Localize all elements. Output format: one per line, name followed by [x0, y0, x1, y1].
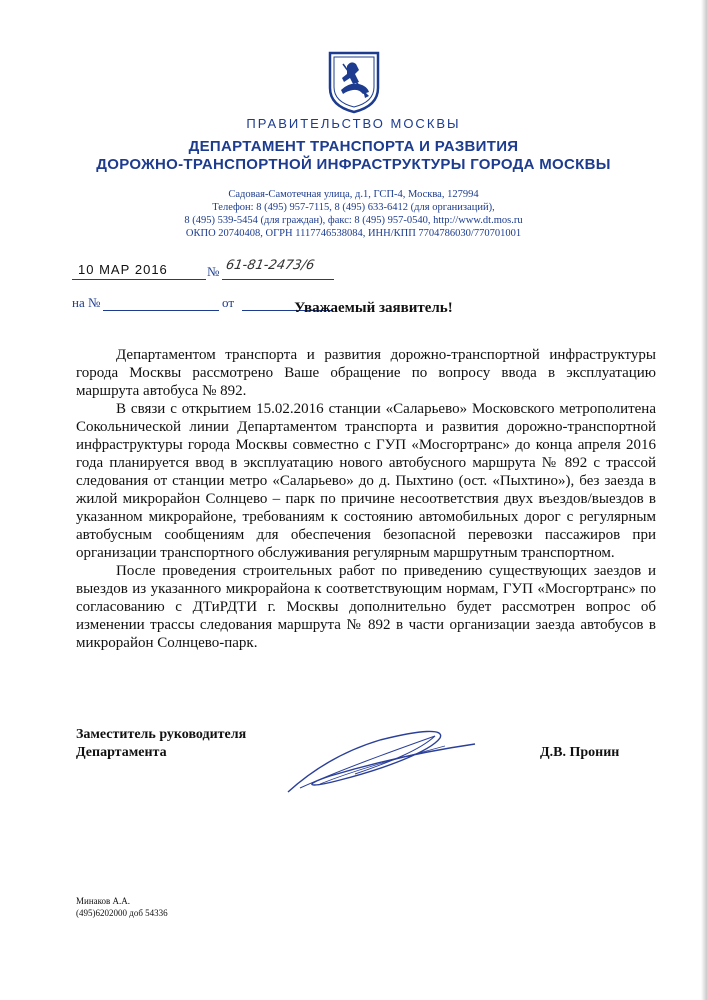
- department-title-line1: ДЕПАРТАМЕНТ ТРАНСПОРТА И РАЗВИТИЯ: [188, 138, 519, 155]
- number-label: №: [207, 264, 220, 279]
- paragraph: В связи с открытием 15.02.2016 станции «Саларьево» Московского метрополитена Сокольнической линии Департаментом транспорта и развития дорожно-транспортной инфраструктуры города Москвы совместно с ГУП «Мосгортранс» до конца апреля 2016 года планируется ввод в эксплуатацию нового автобусного маршрута № 892 с трассой следования от станции метро «Саларьево» до д. Пыхтино (ост. «Пыхтино»), без заезда в жилой микрорайон Солнцево – парк по причине несоответствия двух въездов/выездов в указанном микрорайоне, требованиям к состоянию автомобильных дорог с регулярным автобусным сообщениям для обеспечения безопасной перевозки пассажиров при организации транспортного обслуживания регулярным маршрутным транспортном.: [76, 401, 656, 561]
- paragraph: После проведения строительных работ по приведению существующих заездов и выездов из указанного микрорайона к соответствующим нормам, ГУП «Мосгортранс» по согласованию с ДТиРДТИ г. Москвы дополнительно будет рассмотрен вопрос об изменении трассы следования маршрута № 892 в части организации заезда автобусов в микрорайон Солнцево-парк.: [76, 563, 656, 651]
- contact-line: 8 (495) 539-5454 (для граждан), факс: 8 (495) 957-0540, http://www.dt.mos.ru: [184, 215, 523, 226]
- signatory-name: Д.В. Пронин: [540, 745, 620, 760]
- date-underline: [72, 279, 206, 280]
- number-underline: [222, 279, 334, 280]
- greeting: Уважаемый заявитель!: [294, 300, 453, 316]
- registry-line: ОКПО 20740408, ОГРН 1117746538084, ИНН/КПП 7704786030/770701001: [185, 228, 522, 239]
- handwritten-signature-icon: [270, 722, 500, 802]
- signatory-title-line2: Департамента: [76, 745, 167, 760]
- government-title: ПРАВИТЕЛЬСТВО МОСКВЫ: [246, 116, 461, 131]
- executor-name: Минаков А.А.: [76, 896, 131, 906]
- moscow-coat-of-arms-icon: [327, 50, 381, 114]
- paragraph: Департаментом транспорта и развития дорожно-транспортной инфраструктуры города Москвы рассмотрено Ваше обращение по вопросу ввода в эксплуатацию маршрута автобуса № 892.: [76, 347, 656, 399]
- address-line: Садовая-Самотечная улица, д.1, ГСП-4, Москва, 127994: [228, 189, 479, 200]
- from-label: от: [222, 295, 235, 310]
- letter-body: [76, 346, 656, 652]
- letter-date: 10 МАР 2016: [78, 262, 168, 277]
- signatory-title-line1: Заместитель руководителя: [76, 727, 247, 742]
- page-edge-shadow: [701, 0, 707, 1000]
- department-title-line2: ДОРОЖНО-ТРАНСПОРТНОЙ ИНФРАСТРУКТУРЫ ГОРОДА МОСКВЫ: [96, 156, 611, 173]
- executor-phone: (495)6202000 доб 54336: [76, 908, 168, 918]
- letter-number: 61-81-2473/6: [224, 258, 316, 273]
- phone-line: Телефон: 8 (495) 957-7115, 8 (495) 633-6412 (для организаций),: [212, 202, 495, 213]
- reference-label: на №: [72, 295, 101, 310]
